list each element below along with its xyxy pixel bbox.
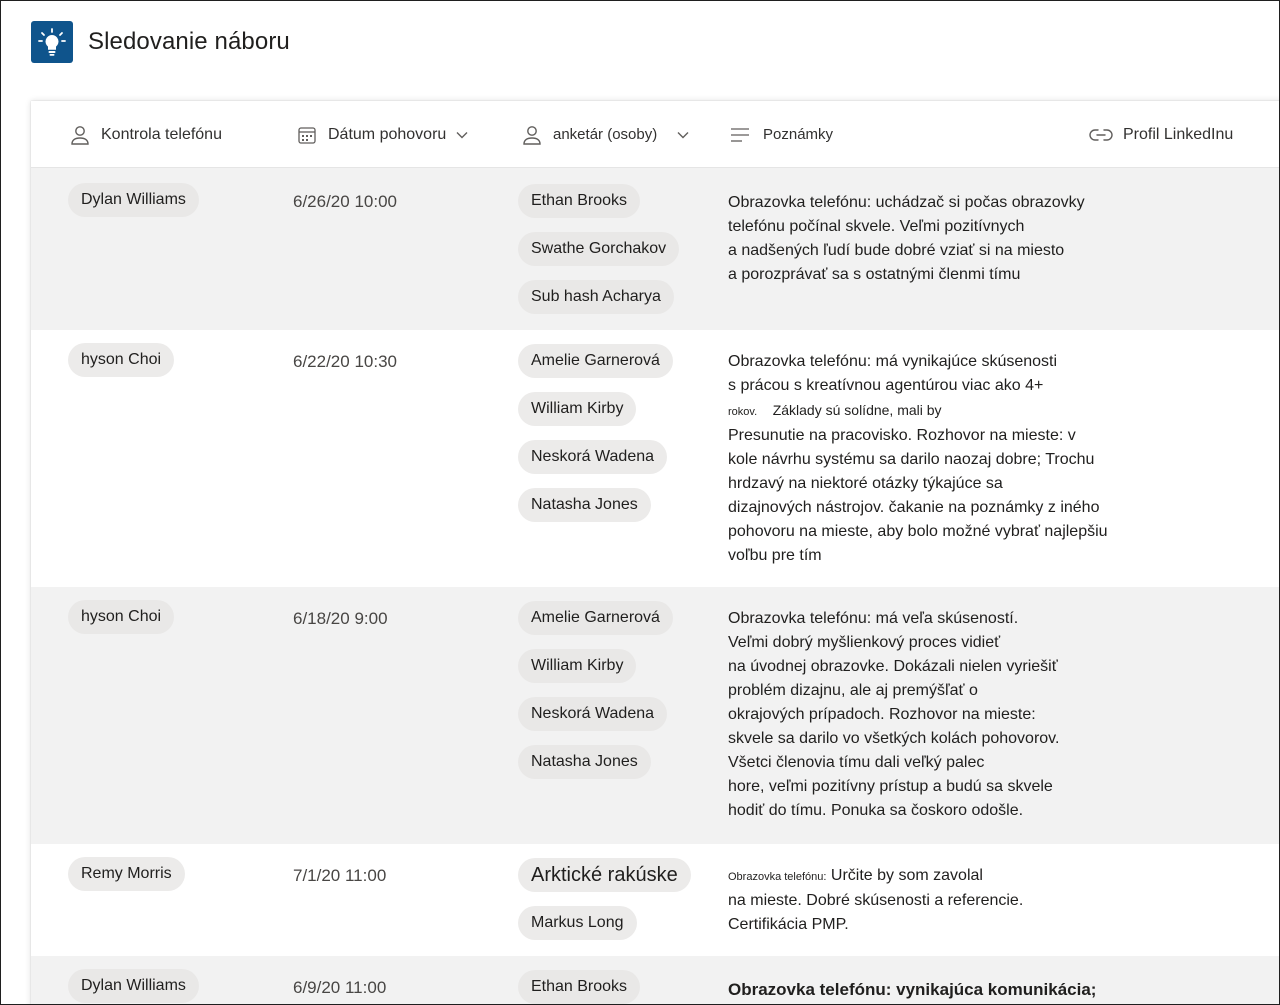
table-row[interactable] xyxy=(31,956,1280,1005)
notes-line: voľbu pre tím xyxy=(728,547,822,564)
notes-line xyxy=(728,864,1118,889)
notes-line: Presunutie na pracovisko. Rozhovor na mieste: v xyxy=(728,427,1076,444)
notes-line: problém dizajnu, ale aj premýšľať o xyxy=(728,682,978,699)
candidate-pill[interactable]: Dylan Williams xyxy=(68,969,199,1003)
notes-line: Certifikácia PMP. xyxy=(728,916,849,933)
notes-cell[interactable] xyxy=(728,978,1118,1002)
lightbulb-icon xyxy=(31,21,73,63)
person-icon xyxy=(521,124,543,146)
interviewer-pill[interactable]: Amelie Garnerová xyxy=(518,344,673,378)
column-header-label: Poznámky xyxy=(763,126,834,143)
interview-date: 6/18/20 9:00 xyxy=(293,609,388,628)
notes-line: dizajnových nástrojov. čakanie na poznámky z iného xyxy=(728,499,1100,516)
notes-line: na mieste. Dobré skúsenosti a referencie. xyxy=(728,892,1024,909)
candidate-pill[interactable]: hyson Choi xyxy=(68,343,174,377)
interviewer-pill[interactable]: Arktické rakúske xyxy=(518,858,691,892)
column-header-interview-date[interactable] xyxy=(296,101,468,168)
column-header-notes[interactable] xyxy=(729,101,833,168)
interview-date: 7/1/20 11:00 xyxy=(293,866,387,885)
tracker-board xyxy=(31,101,1280,1005)
notes-line: Obrazovka telefónu: uchádzač si počas obrazovky xyxy=(728,194,1085,211)
candidate-pill[interactable]: Remy Morris xyxy=(68,857,185,891)
notes-line: kole návrhu systému sa darilo naozaj dobre; Trochu xyxy=(728,451,1095,468)
notes-line xyxy=(728,398,1118,424)
notes-line: a nadšených ľudí bude dobré vziať si na miesto xyxy=(728,242,1065,259)
notes-cell[interactable] xyxy=(728,350,1118,568)
notes-line: Obrazovka telefónu: vynikajúca komunikácia; xyxy=(728,980,1097,999)
notes-line: Veľmi dobrý myšlienkový proces vidieť xyxy=(728,634,1001,651)
notes-line: Obrazovka telefónu: má vynikajúce skúsenosti xyxy=(728,353,1058,370)
interview-date: 6/22/20 10:30 xyxy=(293,352,397,371)
interview-date: 6/9/20 11:00 xyxy=(293,978,387,997)
interviewer-pill[interactable]: William Kirby xyxy=(518,392,636,426)
notes-line: telefónu počínal skvele. Veľmi pozitívnych xyxy=(728,218,1025,235)
table-row[interactable] xyxy=(31,168,1280,330)
notes-small-prefix: Obrazovka telefónu: xyxy=(728,871,827,883)
interviewer-pill[interactable]: Sub hash Acharya xyxy=(518,280,674,314)
notes-line: na úvodnej obrazovke. Dokázali nielen vyriešiť xyxy=(728,658,1058,675)
column-header-label: Dátum pohovoru xyxy=(328,125,447,143)
interviewer-pill[interactable]: Neskorá Wadena xyxy=(518,697,667,731)
link-icon xyxy=(1089,127,1113,143)
notes-line: pohovoru na mieste, aby bolo možné vybrať najlepšiu xyxy=(728,523,1108,540)
table-row[interactable] xyxy=(31,844,1280,956)
column-header-linkedin[interactable] xyxy=(1089,101,1233,168)
notes-line: hore, veľmi pozitívny prístup a budú sa skvele xyxy=(728,778,1053,795)
candidate-pill[interactable]: Dylan Williams xyxy=(68,183,199,217)
notes-cell[interactable] xyxy=(728,607,1118,823)
notes-line: Obrazovka telefónu: má veľa skúseností. xyxy=(728,610,1019,627)
candidate-pill[interactable]: hyson Choi xyxy=(68,600,174,634)
person-icon xyxy=(69,124,91,146)
column-header-label: Kontrola telefónu xyxy=(101,125,222,143)
notes-line: hodiť do tímu. Ponuka sa čoskoro odošle. xyxy=(728,802,1024,819)
column-header-phone-screen[interactable] xyxy=(69,101,222,168)
column-header-label: anketár (osoby) xyxy=(553,126,658,143)
interview-date: 6/26/20 10:00 xyxy=(293,192,397,211)
app-title: Sledovanie náboru xyxy=(88,28,290,55)
notes-line: Všetci členovia tímu dali veľký palec xyxy=(728,754,985,771)
interviewer-pill[interactable]: Ethan Brooks xyxy=(518,184,640,218)
interviewer-pill[interactable]: Natasha Jones xyxy=(518,745,651,779)
notes-line: s prácou s kreatívnou agentúrou viac ako 4+ xyxy=(728,377,1044,394)
table-row[interactable] xyxy=(31,330,1280,587)
interviewer-pill[interactable]: Natasha Jones xyxy=(518,488,651,522)
text-lines-icon xyxy=(729,126,751,144)
column-header-label: Profil LinkedInu xyxy=(1123,125,1234,143)
interviewer-pill[interactable]: Ethan Brooks xyxy=(518,970,640,1004)
interviewer-pill[interactable]: William Kirby xyxy=(518,649,636,683)
interviewer-pill[interactable]: Swathe Gorchakov xyxy=(518,232,679,266)
notes-cell[interactable] xyxy=(728,191,1118,287)
chevron-down-icon[interactable] xyxy=(677,131,689,139)
notes-line-text: Určite by som zavolal xyxy=(826,867,983,884)
interviewer-pill[interactable]: Neskorá Wadena xyxy=(518,440,667,474)
chevron-down-icon[interactable] xyxy=(456,131,468,139)
column-header-interviewers[interactable] xyxy=(521,101,689,168)
notes-line-text: Základy sú solídne, mali by xyxy=(757,402,942,418)
notes-line: skvele sa darilo vo všetkých kolách pohovorov. xyxy=(728,730,1060,747)
table-row[interactable] xyxy=(31,587,1280,844)
notes-line: hrdzavý na niektoré otázky týkajúce sa xyxy=(728,475,1003,492)
interviewer-pill[interactable]: Amelie Garnerová xyxy=(518,601,673,635)
interviewer-pill[interactable]: Markus Long xyxy=(518,906,637,940)
column-header-row xyxy=(31,101,1280,168)
notes-small-prefix: rokov. xyxy=(728,406,758,418)
calendar-icon xyxy=(296,124,318,146)
notes-line: okrajových prípadoch. Rozhovor na mieste: xyxy=(728,706,1036,723)
notes-line: a porozprávať sa s ostatnými členmi tímu xyxy=(728,266,1021,283)
notes-cell[interactable] xyxy=(728,864,1118,937)
app-header xyxy=(31,20,290,64)
